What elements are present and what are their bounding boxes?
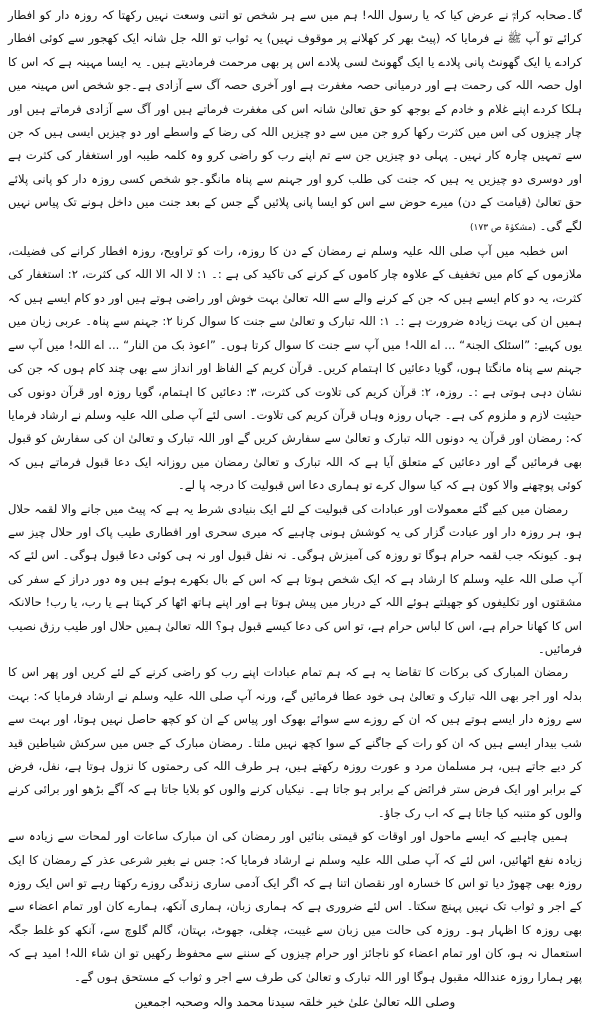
paragraph-khutba-commentary: اس خطبہ میں آپ صلی اللہ علیہ وسلم نے رمضان کے دن کا روزہ، رات کو تراویح، روزہ افطار کرانے کی فضیلت، ملازموں کے کام میں تخفیف کے علاوہ چار کاموں کے کرنے کی تاکید کی ہے :۔ ۱: لا الہ الا اللہ کی کثرت، ۲: استغفار کی کثرت، یہ دو کام ایسے ہیں کہ جن کے کرنے والے سے اللہ تعالیٰ بہت خوش اور راضی ہوتے ہیں اور دو کام ایسے ہیں کہ ہمیں ان کی بہت زیادہ ضرورت ہے :۔ ۱: اللہ تبارک و تعالیٰ سے جنت کا سوال کرنا ۲: جہنم سے پناہ۔ عربی زبان میں یوں کہیے: ”اسئلک الجنۃ“ ... اے اللہ! میں آپ سے جنت کا سوال کرتا ہوں۔ ”اعوذ بک من النار“ ... اے اللہ! میں آپ سے جہنم سے پناہ مانگتا ہوں، گویا دعائیں کا اہتمام کریں۔ قرآن کریم کے الفاظ اور انداز سے بھی چند کام ہوں کہ جن کی نشان دہی ہوتی ہے :۔ روزہ، ۲: قرآن کریم کی تلاوت کی کثرت، ۳: دعائیں کا اہتمام، گویا روزہ اور قرآن دونوں کی حیثیت لازم و ملزوم کی ہے۔ جہاں روزہ وہاں قرآن کریم کی تلاوت۔ اسی لئے آپ صلی اللہ علیہ وسلم نے ارشاد فرمایا کہ: رمضان اور قرآن یہ دونوں اللہ تبارک و تعالیٰ سے سفارش کریں گے اور اللہ تبارک و تعالیٰ ان کی سفارش کو قبول بھی فرمائیں گے اور دعائیں کے متعلق آیا ہے کہ اللہ تبارک و تعالیٰ رمضان میں روزانہ ایک دعا قبول فرماتے ہیں کہ کوئی پوچھنے والا کون ہے کہ کیا سوال کرے تو ہماری دعا اس قبولیت کا درجہ پا لے۔ <box>8 244 583 493</box>
hadith-reference: (مشکوٰۃ ص ۱۷۳) <box>470 222 536 233</box>
paragraph-value-ramadan: ہمیں چاہیے کہ ایسے ماحول اور اوقات کو قیمتی بنائیں اور رمضان کی ان مبارک ساعات اور لمحات سے زیادہ سے زیادہ نفع اٹھائیں، اس لئے کہ آپ صلی اللہ علیہ وسلم نے ارشاد فرمایا کہ: جس نے بغیر شرعی عذر کے رمضان کا ایک روزہ بھی چھوڑ دیا تو اس کا خسارہ اور نقصان اتنا ہے کہ اگر ایک آدمی ساری زندگی روزے رکھتا رہے تو اس ایک روزہ کے اجر و ثواب تک نہیں پہنچ سکتا۔ اس لئے ضروری ہے کہ ہماری زبان، ہماری آنکھ، ہمارے کان اور تمام اعضاء سے بھی روزہ کا اظہار ہو۔ روزہ کی حالت میں زبان سے غیبت، چغلی، جھوٹ، بہتان، گالم گلوچ سے، آنکھ کو غلط جگہ استعمال نہ ہو، کان اور تمام اعضاء کو ناجائز اور حرام چیزوں کے سننے سے محفوظ رکھیں تو ان شاء اللہ! امید ہے کہ پھر ہمارا روزہ عنداللہ مقبول ہوگا اور اللہ تبارک و تعالیٰ کی طرف سے اجر و ثواب کے مستحق ہوں گے۔ <box>8 829 582 984</box>
paragraph-hadith <box>8 4 582 240</box>
closing-salutation: وصلی اللہ تعالیٰ علیٰ خیر خلقہ سیدنا محمد والہ وصحبہ اجمعین <box>134 995 456 1010</box>
paragraph-sincere-worship: رمضان المبارک کی برکات کا تقاضا یہ ہے کہ ہم تمام عبادات اپنے رب کو راضی کرنے کے لئے کریں اور پھر اس کا بدلہ اور اجر بھی اللہ تبارک و تعالیٰ ہی خود عطا فرمائیں گے، ورنہ آپ صلی اللہ علیہ وسلم نے ارشاد فرمایا کہ: بہت سے روزہ دار ایسے ہوتے ہیں کہ ان کے روزے سے سوائے بھوک اور پیاس کے ان کو کچھ حاصل نہیں ہوتا، اور بہت سے شب بیدار ایسے ہیں کہ ان کو رات کے جاگنے کے سوا کچھ نہیں ملتا۔ رمضان مبارک کے جس میں سرکش شیاطین قید کر دیے جاتے ہیں، ہر مسلمان مرد و عورت روزہ رکھتے ہیں، ہر طرف اللہ کی رحمتوں کا نزول ہوتا ہے، نفل، فرض کے برابر اور ایک فرض ستر فرائض کے برابر ہو جاتا ہے۔ نیکیاں کرنے والوں کو بلایا جاتا ہے کہ آگے بڑھو اور برائی کرنے والوں کو متنبہ کیا جاتا ہے کہ اب رک جاؤ۔ <box>8 665 582 820</box>
paragraph-text: گا۔صحابہ کرامؓ نے عرض کیا کہ یا رسول اللہ! ہم میں سے ہر شخص تو اتنی وسعت نہیں رکھتا کہ روزہ دار کو افطار کرائے تو آپ ﷺ نے فرمایا کہ (پیٹ بھر کر کھلانے پر موقوف نہیں) یہ ثواب تو اللہ جل شانہ ایک کھجور سے کوئی افطار کرادے یا ایک گھونٹ پانی پلادے یا ایک گھونٹ لسی پلادے اس پر بھی مرحمت فرمادیتے ہیں۔ یہ ایسا مہینہ ہے کہ اس کا اول حصہ اللہ کی رحمت ہے اور درمیانی حصہ مغفرت ہے اور آخری حصہ آگ سے آزادی ہے۔جو شخص اس مہینہ میں ہلکا کردے اپنے غلام و خادم کے بوجھ کو حق تعالیٰ شانہ اس کی مغفرت فرماتے ہیں اور آگ سے آزادی فرماتے ہیں اور چار چیزوں کی اس میں کثرت رکھا کرو جن میں سے دو چیزیں اللہ کی رضا کے واسطے اور دو چیزیں ایسی ہیں کہ جن سے تمہیں چارہ کار نہیں۔ پہلی دو چیزیں جن سے تم اپنے رب کو راضی کرو وہ کلمہ طیبہ اور استغفار کی کثرت ہے اور دوسری دو چیزیں یہ ہیں کہ جنت کی طلب کرو اور جہنم سے پناہ مانگو۔جو شخص کسی روزہ دار کو پانی پلائے حق تعالیٰ (قیامت کے دن) میرے حوض سے اس کو ایسا پانی پلائیں گے جس کے بعد جنت میں داخل ہونے تک پیاس نہیں لگے گی۔ <box>8 8 582 233</box>
article-page <box>8 4 583 1010</box>
paragraph-halal-food: رمضان میں کیے گئے معمولات اور عبادات کی قبولیت کے لئے ایک بنیادی شرط یہ ہے کہ پیٹ میں جانے والا لقمہ حلال ہو، ہر روزہ دار اور عبادت گزار کی یہ کوشش ہونی چاہیے کہ میری سحری اور افطاری طیب پاک اور حلال چیز سے ہو۔ کیونکہ جب لقمہ حرام ہوگا تو روزہ کی آمیزش ہوگی۔ نہ نفل قبول اور نہ ہی کوئی دعا قبول ہوگی۔ اس لئے کہ آپ صلی اللہ علیہ وسلم کا ارشاد ہے کہ ایک شخص ہوتا ہے کہ اس کے بال بکھرے ہوئے ہیں وہ دور دراز کے سفر کی مشقتوں اور تکلیفوں کو جھیلتے ہوئے اللہ کے دربار میں پیش ہوتا ہے اور اپنے ہاتھ اٹھا کر کہتا ہے یا رب، یا رب! حالانکہ اس کا کھانا حرام ہے، اس کا لباس حرام ہے، تو اس کی دعا کیسے قبول ہو؟ اللہ تعالیٰ ہمیں حلال اور طیب رزق نصیب فرمائیں۔ <box>8 501 582 656</box>
